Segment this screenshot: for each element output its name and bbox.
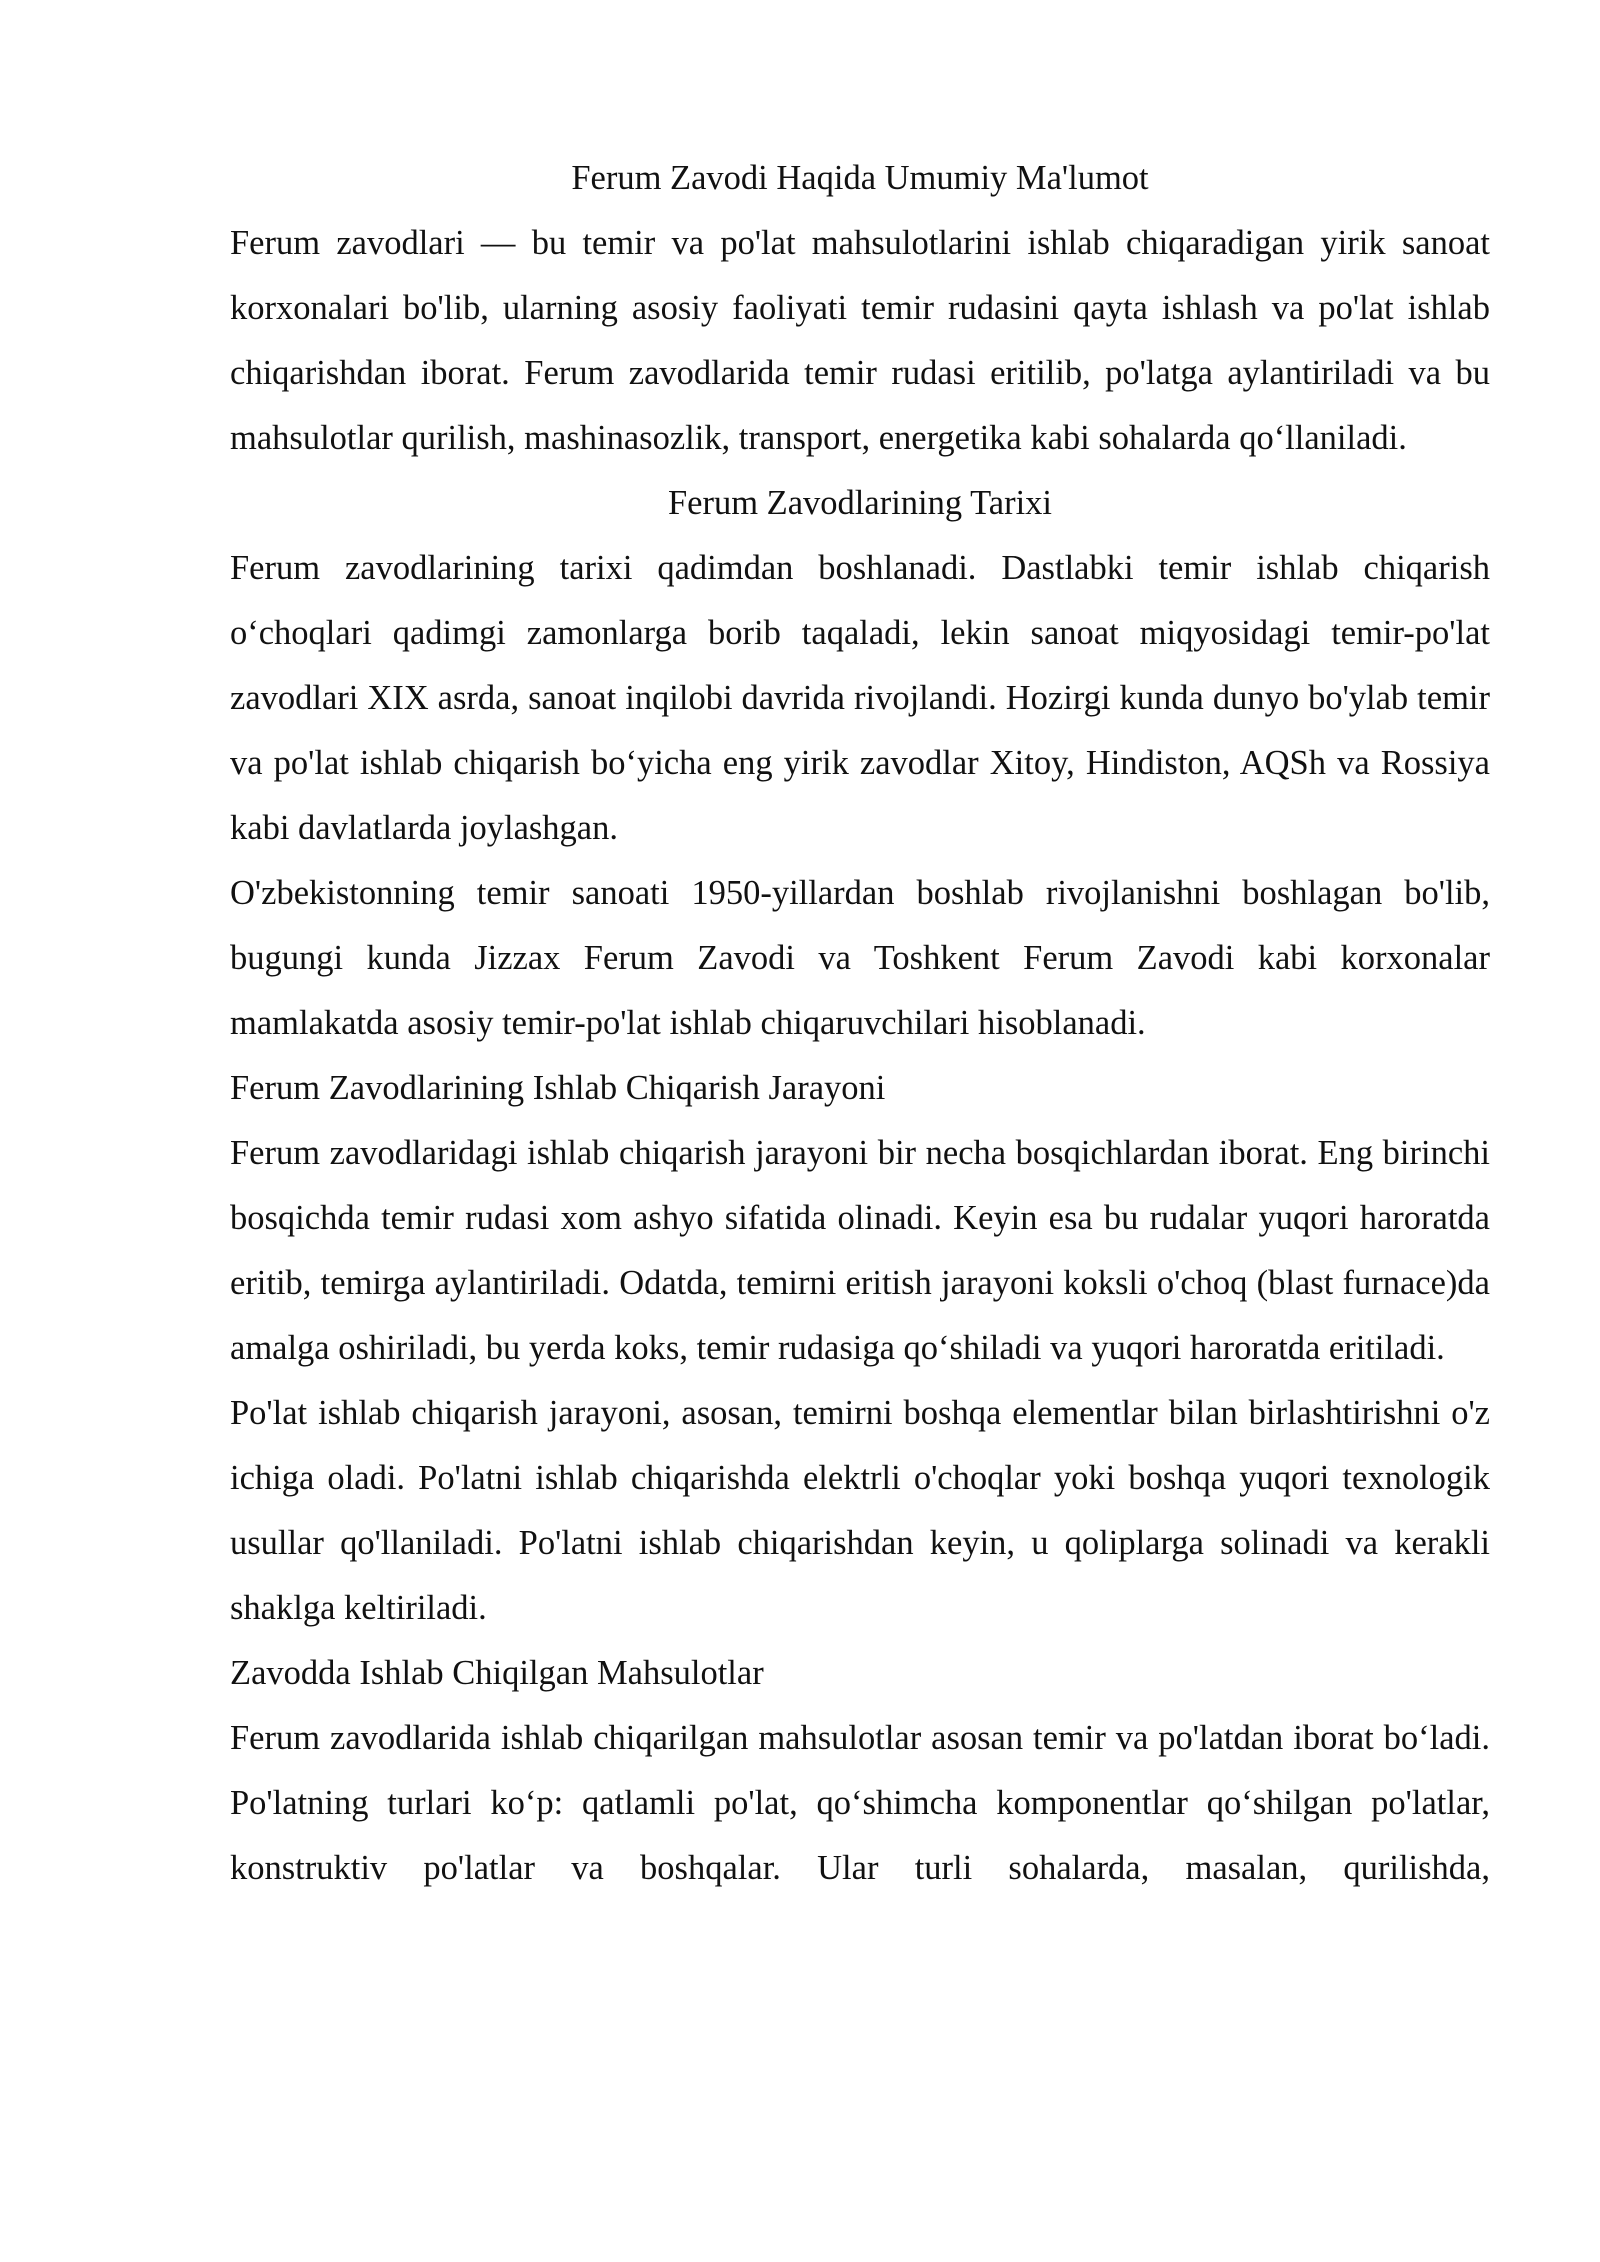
section-heading-products: Zavodda Ishlab Chiqilgan Mahsulotlar bbox=[230, 1654, 764, 1692]
paragraph-history-2: O'zbekistonning temir sanoati 1950-yillardan boshlab rivojlanishni boshlagan bo'lib, bugungi kunda Jizzax Ferum Zavodi va Toshkent Ferum Zavodi kabi korxonalar mamlakatda asosiy temir-po'lat ishlab chiqaruvchilari hisoblanadi. bbox=[230, 874, 1490, 1042]
paragraph-production-process-2: Po'lat ishlab chiqarish jarayoni, asosan, temirni boshqa elementlar bilan birlashtirishni o'z ichiga oladi. Po'latni ishlab chiqarishda elektrli o'choqlar yoki boshqa yuqori texnologik usullar qo'llaniladi. Po'latni ishlab chiqarishdan keyin, u qoliplarga solinadi va kerakli shaklga keltiriladi. bbox=[230, 1394, 1490, 1627]
section-heading-production-process: Ferum Zavodlarining Ishlab Chiqarish Jarayoni bbox=[230, 1069, 886, 1107]
paragraph-production-process-1: Ferum zavodlaridagi ishlab chiqarish jarayoni bir necha bosqichlardan iborat. Eng birinchi bosqichda temir rudasi xom ashyo sifatida olinadi. Keyin esa bu rudalar yuqori haroratda eritib, temirga aylantiriladi. Odatda, temirni eritish jarayoni koksli o'choq (blast furnace)da amalga oshiriladi, bu yerda koks, temir rudasiga qoʻshiladi va yuqori haroratda eritiladi. bbox=[230, 1134, 1490, 1367]
paragraph-products-1: Ferum zavodlarida ishlab chiqarilgan mahsulotlar asosan temir va po'latdan iborat boʻladi. Po'latning turlari koʻp: qatlamli po'lat, qoʻshimcha komponentlar qoʻshilgan po'latlar, konstruktiv po'latlar va boshqalar. Ular turli sohalarda, masalan, qurilishda, bbox=[230, 1719, 1490, 1887]
section-heading-history: Ferum Zavodlarining Tarixi bbox=[667, 484, 1053, 522]
document-page bbox=[230, 146, 1490, 1901]
paragraph-history-1: Ferum zavodlarining tarixi qadimdan boshlanadi. Dastlabki temir ishlab chiqarish oʻchoqlari qadimgi zamonlarga borib taqaladi, lekin sanoat miqyosidagi temir-po'lat zavodlari XIX asrda, sanoat inqilobi davrida rivojlandi. Hozirgi kunda dunyo bo'ylab temir va po'lat ishlab chiqarish boʻyicha eng yirik zavodlar Xitoy, Hindiston, AQSh va Rossiya kabi davlatlarda joylashgan. bbox=[230, 549, 1490, 847]
paragraph-general-info: Ferum zavodlari — bu temir va po'lat mahsulotlarini ishlab chiqaradigan yirik sanoat korxonalari bo'lib, ularning asosiy faoliyati temir rudasini qayta ishlash va po'lat ishlab chiqarishdan iborat. Ferum zavodlarida temir rudasi eritilib, po'latga aylantiriladi va bu mahsulotlar qurilish, mashinasozlik, transport, energetika kabi sohalarda qoʻllaniladi. bbox=[230, 224, 1490, 457]
section-heading-general-info: Ferum Zavodi Haqida Umumiy Ma'lumot bbox=[571, 159, 1149, 197]
